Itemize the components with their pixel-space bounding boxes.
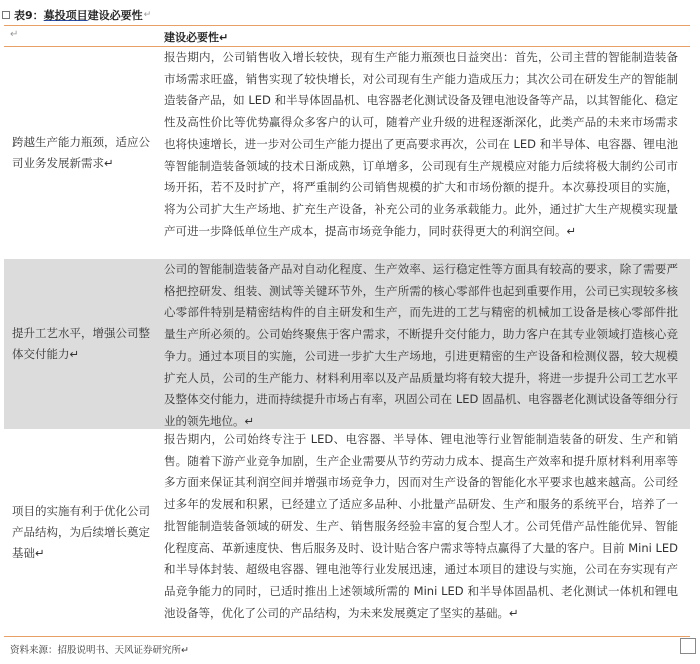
- row-body: 报告期内，公司销售收入增长较快，现有生产能力瓶颈也日益突出：首先，公司主营的智能制造装备市场需求旺盛，销售实现了较快增长，对公司现有生产能力造成压力；其次公司在研发生产的智能制造装备产品，如 LED 和半导体固晶机、电容器老化测试设备及锂电池设备等产品，以其智能化、稳定性及高性价比等优势赢得众多客户的认可，随着产业升级的进程逐渐深化，此类产品的未来市场需求也将快速增长，进一步对公司生产能力提出了更高要求再次，公司在 LED 和半导体、电容器、锂电池等智能制造装备领域的技术日渐成熟，订单增多，公司现有生产规模应对能力后续将极大制约公司市场开拓，若不及时扩产，将严重制约公司销售规模的扩大和市场份额的提升。本次募投项目的实施，将为公司扩大生产场地、扩充生产设备，补充公司的业务承载能力。此外，通过扩大生产规模实现量产可进一步降低单位生产成本，提高市场竞争能力，同时获得更大的利润空间。↵: [164, 50, 678, 238]
- table-row: [4, 47, 690, 259]
- table-title: [0, 5, 690, 25]
- row-label: 提升工艺水平，增强公司整体交付能力↵: [12, 326, 150, 361]
- table-row-selected: [4, 259, 690, 429]
- table-resize-handle-icon[interactable]: [680, 638, 696, 654]
- row-body: 公司的智能制造装备产品对自动化程度、生产效率、运行稳定性等方面具有较高的要求，除了需要严格把控研发、组装、测试等关键环节外，生产所需的核心零部件也起到重要作用，公司已实现较多核心零部件特别是精密结构件的自主研发和生产，而先进的工艺与精密的机械加工设备是核心零部件批量生产所必须的。公司始终聚焦于客户需求，不断提升交付能力，助力客户在其专业领域打造核心竞争力。通过本项目的实施，公司进一步扩大生产场地，引进更精密的生产设备和检测仪器，较大规模扩充人员，公司的生产能力、材料利用率以及产品质量均将有较大提升，将进一步提升公司工艺水平及整体交付能力，进而持续提升市场占有率，巩固公司在 LED 固晶机、电容器老化测试设备等细分行业的领先地位。↵: [164, 262, 678, 428]
- source-note: 资料来源：招股说明书、天风证券研究所↵: [10, 645, 189, 656]
- header-cell-necessity: 建设必要性↵: [164, 31, 229, 44]
- table-bottom-rule: [4, 636, 690, 637]
- row-label: 跨越生产能力瓶颈，适应公司业务发展新需求↵: [12, 135, 150, 170]
- table-header-row: [4, 26, 690, 46]
- row-body: 报告期内，公司始终专注于 LED、电容器、半导体、锂电池等行业智能制造装备的研发、生产和销售。随着下游产业竞争加剧，生产企业需要从节约劳动力成本、提高生产效率和提升原材料利用率等多方面来保证其利润空间并增强市场竞争力，因而对生产设备的智能化水平要求也越来越高。公司经过多年的发展和积累，已经建立了适应多品种、小批量产品研发、生产和服务的系统平台，培养了一批智能制造装备领域的研发、生产、销售服务经验丰富的复合型人才。公司凭借产品性能优异、智能化程度高、革新速度快、售后服务及时、设计贴合客户需求等特点赢得了大量的客户。目前 Mini LED 和半导体封装、超级电容器、锂电池等行业发展迅速，通过本项目的建设与实施，公司在夯实现有产品竞争能力的同时，已适时推出上述领域所需的 Mini LED 和半导体固晶机、老化测试一体机和锂电池设备等，优化了公司的产品结构，为未来发展奠定了坚实的基础。↵: [164, 432, 678, 620]
- table-title-prefix: 表9：: [14, 9, 44, 22]
- table-title-suffix: 建设必要性: [87, 9, 143, 22]
- header-cell-empty: ↵: [10, 29, 19, 40]
- table-move-handle-icon[interactable]: [2, 11, 10, 19]
- table-title-linked-term: 募投项目: [43, 9, 88, 22]
- paragraph-mark-icon: ↵: [143, 10, 152, 20]
- row-label: 项目的实施有利于优化公司产品结构，为后续增长奠定基础↵: [12, 504, 150, 560]
- table-row: [4, 429, 690, 635]
